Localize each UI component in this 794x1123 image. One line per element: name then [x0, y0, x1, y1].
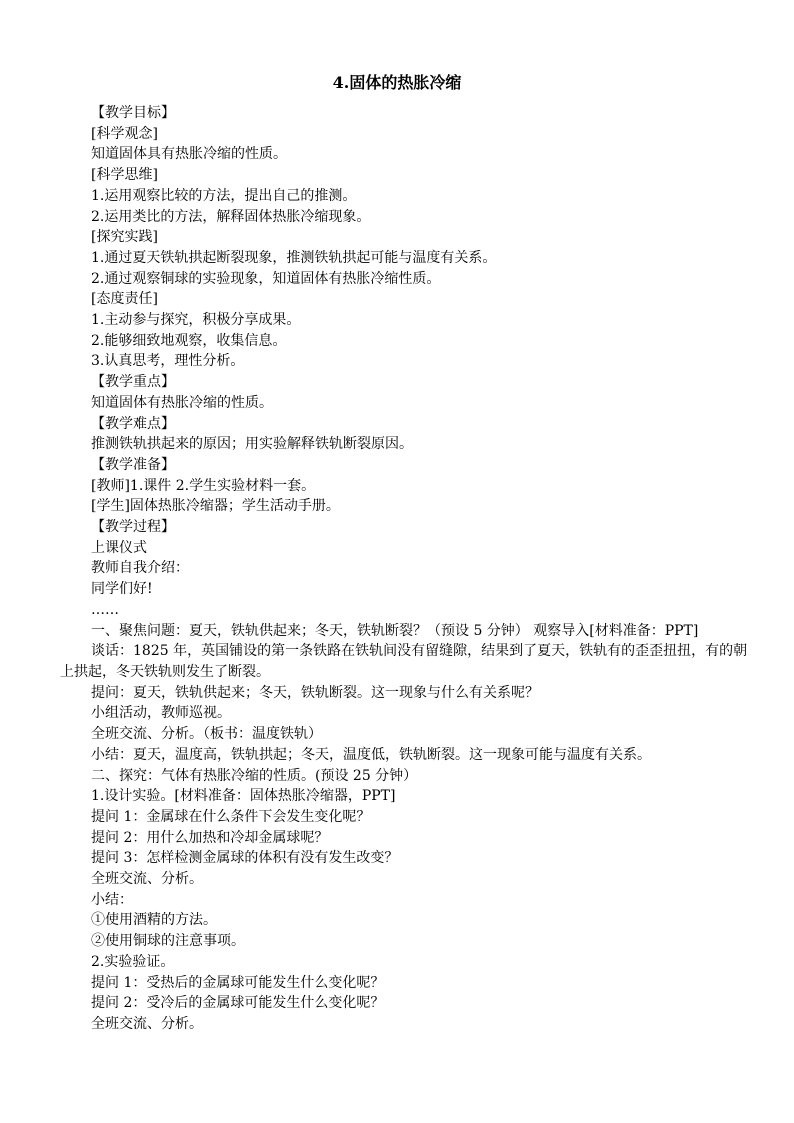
- text-line: 提问 2：受冷后的金属球可能发生什么变化呢？: [91, 995, 385, 1012]
- text-line: 推测铁轨拱起来的原因；用实验解释铁轨断裂原因。: [91, 436, 413, 453]
- text-line: 同学们好!: [91, 581, 153, 598]
- text-line: 二、探究：气体有热胀冷缩的性质。(预设 25 分钟）: [91, 767, 418, 784]
- text-line: 【教学难点】: [91, 415, 175, 432]
- text-line: ……: [91, 601, 119, 618]
- text-paragraph: 一、聚焦问题：夏天，铁轨供起来；冬天，铁轨断裂？（预设 5 分钟） 观察导入[材料准备：PPT]: [91, 622, 699, 639]
- text-line: 【教学重点】: [91, 374, 175, 391]
- text-line: 2.运用类比的方法，解释固体热胀冷缩现象。: [91, 208, 371, 225]
- text-line: [学生]固体热胀冷缩器；学生活动手册。: [91, 498, 340, 515]
- text-line: 提问 1：受热后的金属球可能发生什么变化呢？: [91, 974, 385, 991]
- text-line: 小结：夏天，温度高，铁轨拱起；冬天，温度低，铁轨断裂。这一现象可能与温度有关系。: [91, 746, 651, 763]
- text-line: 上课仪式: [91, 539, 147, 556]
- text-line: [科学观念]: [91, 125, 158, 142]
- text-line: 知道固体有热胀冷缩的性质。: [91, 394, 273, 411]
- text-line: 教师自我介绍：: [91, 560, 189, 577]
- text-paragraph: 谈话：1825 年，英国铺设的第一条铁路在铁轨间没有留缝隙，结果到了夏天，铁轨有的歪歪扭扭，有的朝上拱起，冬天铁轨则发生了断裂。: [60, 643, 748, 680]
- text-line: 2.通过观察铜球的实验现象，知道固体有热胀冷缩性质。: [91, 270, 441, 287]
- text-line: 1.设计实验。[材料准备：固体热胀冷缩器，PPT]: [91, 788, 396, 805]
- text-line: [教师]1.课件 2.学生实验材料一套。: [91, 477, 316, 494]
- text-line: 2.实验验证。: [91, 953, 175, 970]
- text-line: 1.通过夏天铁轨拱起断裂现象，推测铁轨拱起可能与温度有关系。: [91, 249, 497, 266]
- text-line: ①使用酒精的方法。: [91, 912, 217, 929]
- text-line: 1.运用观察比较的方法，提出自己的推测。: [91, 187, 357, 204]
- document-body: [60, 103, 750, 1035]
- text-line: 提问：夏天，铁轨供起来；冬天，铁轨断裂。这一现象与什么有关系呢？: [91, 684, 539, 701]
- text-line: 2.能够细致地观察，收集信息。: [91, 332, 287, 349]
- text-line: 1.主动参与探究，积极分享成果。: [91, 312, 301, 329]
- text-line: 【教学准备】: [91, 456, 175, 473]
- text-line: 提问 1：金属球在什么条件下会发生变化呢？: [91, 808, 371, 825]
- text-line: 提问 2：用什么加热和冷却金属球呢？: [91, 829, 329, 846]
- text-line: 小组活动，教师巡视。: [91, 705, 231, 722]
- text-line: [探究实践]: [91, 229, 158, 246]
- text-line: 【教学目标】: [91, 105, 175, 121]
- document-title: 4.固体的热胀冷缩: [332, 73, 462, 92]
- text-line: [科学思维]: [91, 167, 158, 184]
- text-line: 【教学过程】: [91, 519, 175, 536]
- text-line: 提问 3：怎样检测金属球的体积有没有发生改变？: [91, 850, 399, 867]
- text-line: [态度责任]: [91, 291, 158, 308]
- text-line: 3.认真思考，理性分析。: [91, 353, 245, 370]
- text-line: 全班交流、分析。（板书：温度铁轨）: [91, 726, 322, 743]
- text-line: 全班交流、分析。: [91, 1015, 203, 1032]
- text-line: 全班交流、分析。: [91, 871, 203, 888]
- text-line: ②使用铜球的注意事项。: [91, 933, 245, 950]
- text-line: 知道固体具有热胀冷缩的性质。: [91, 146, 287, 163]
- text-line: 小结：: [91, 891, 133, 908]
